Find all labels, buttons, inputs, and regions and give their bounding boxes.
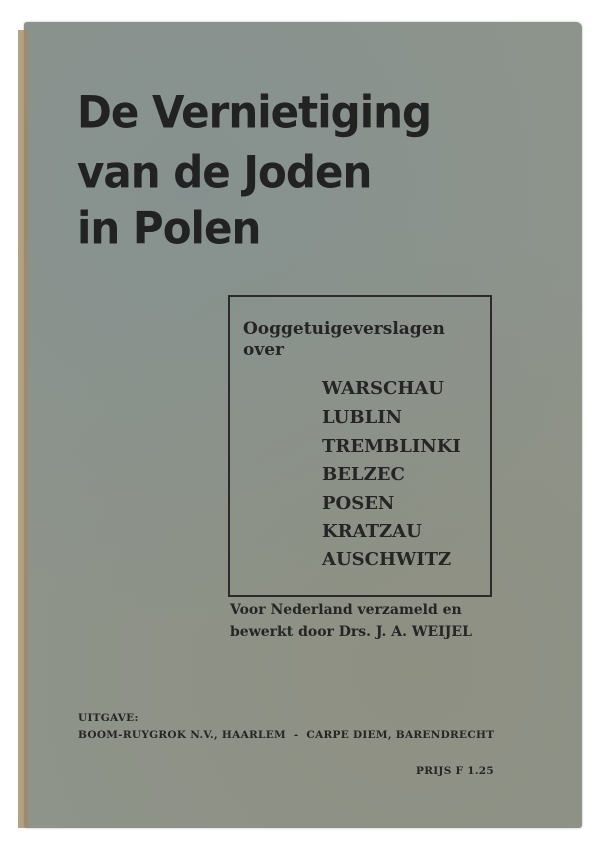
title-line-3: in Polen: [77, 202, 261, 255]
publisher-names: BOOM-RUYGROK N.V., HAARLEM - CARPE DIEM, BARENDRECHT: [78, 729, 495, 741]
price: PRIJS F 1.25: [416, 765, 495, 777]
place-item: BELZEC: [322, 464, 405, 485]
place-item: TREMBLINKI: [322, 436, 461, 457]
title-line-1: De Vernietiging: [77, 86, 432, 139]
publisher-label: UITGAVE:: [78, 712, 139, 724]
place-item: AUSCHWITZ: [322, 549, 452, 570]
place-item: POSEN: [322, 493, 395, 514]
place-item: WARSCHAU: [322, 378, 444, 399]
compiler-line-1: Voor Nederland verzameld en: [230, 602, 462, 618]
title-line-2: van de Joden: [77, 146, 372, 199]
book-spine: [18, 30, 28, 828]
place-item: KRATZAU: [322, 521, 422, 542]
place-item: LUBLIN: [322, 407, 403, 428]
box-heading-2: over: [243, 340, 284, 360]
box-heading-1: Ooggetuigeverslagen: [243, 319, 445, 339]
compiler-line-2: bewerkt door Drs. J. A. WEIJEL: [230, 624, 472, 640]
